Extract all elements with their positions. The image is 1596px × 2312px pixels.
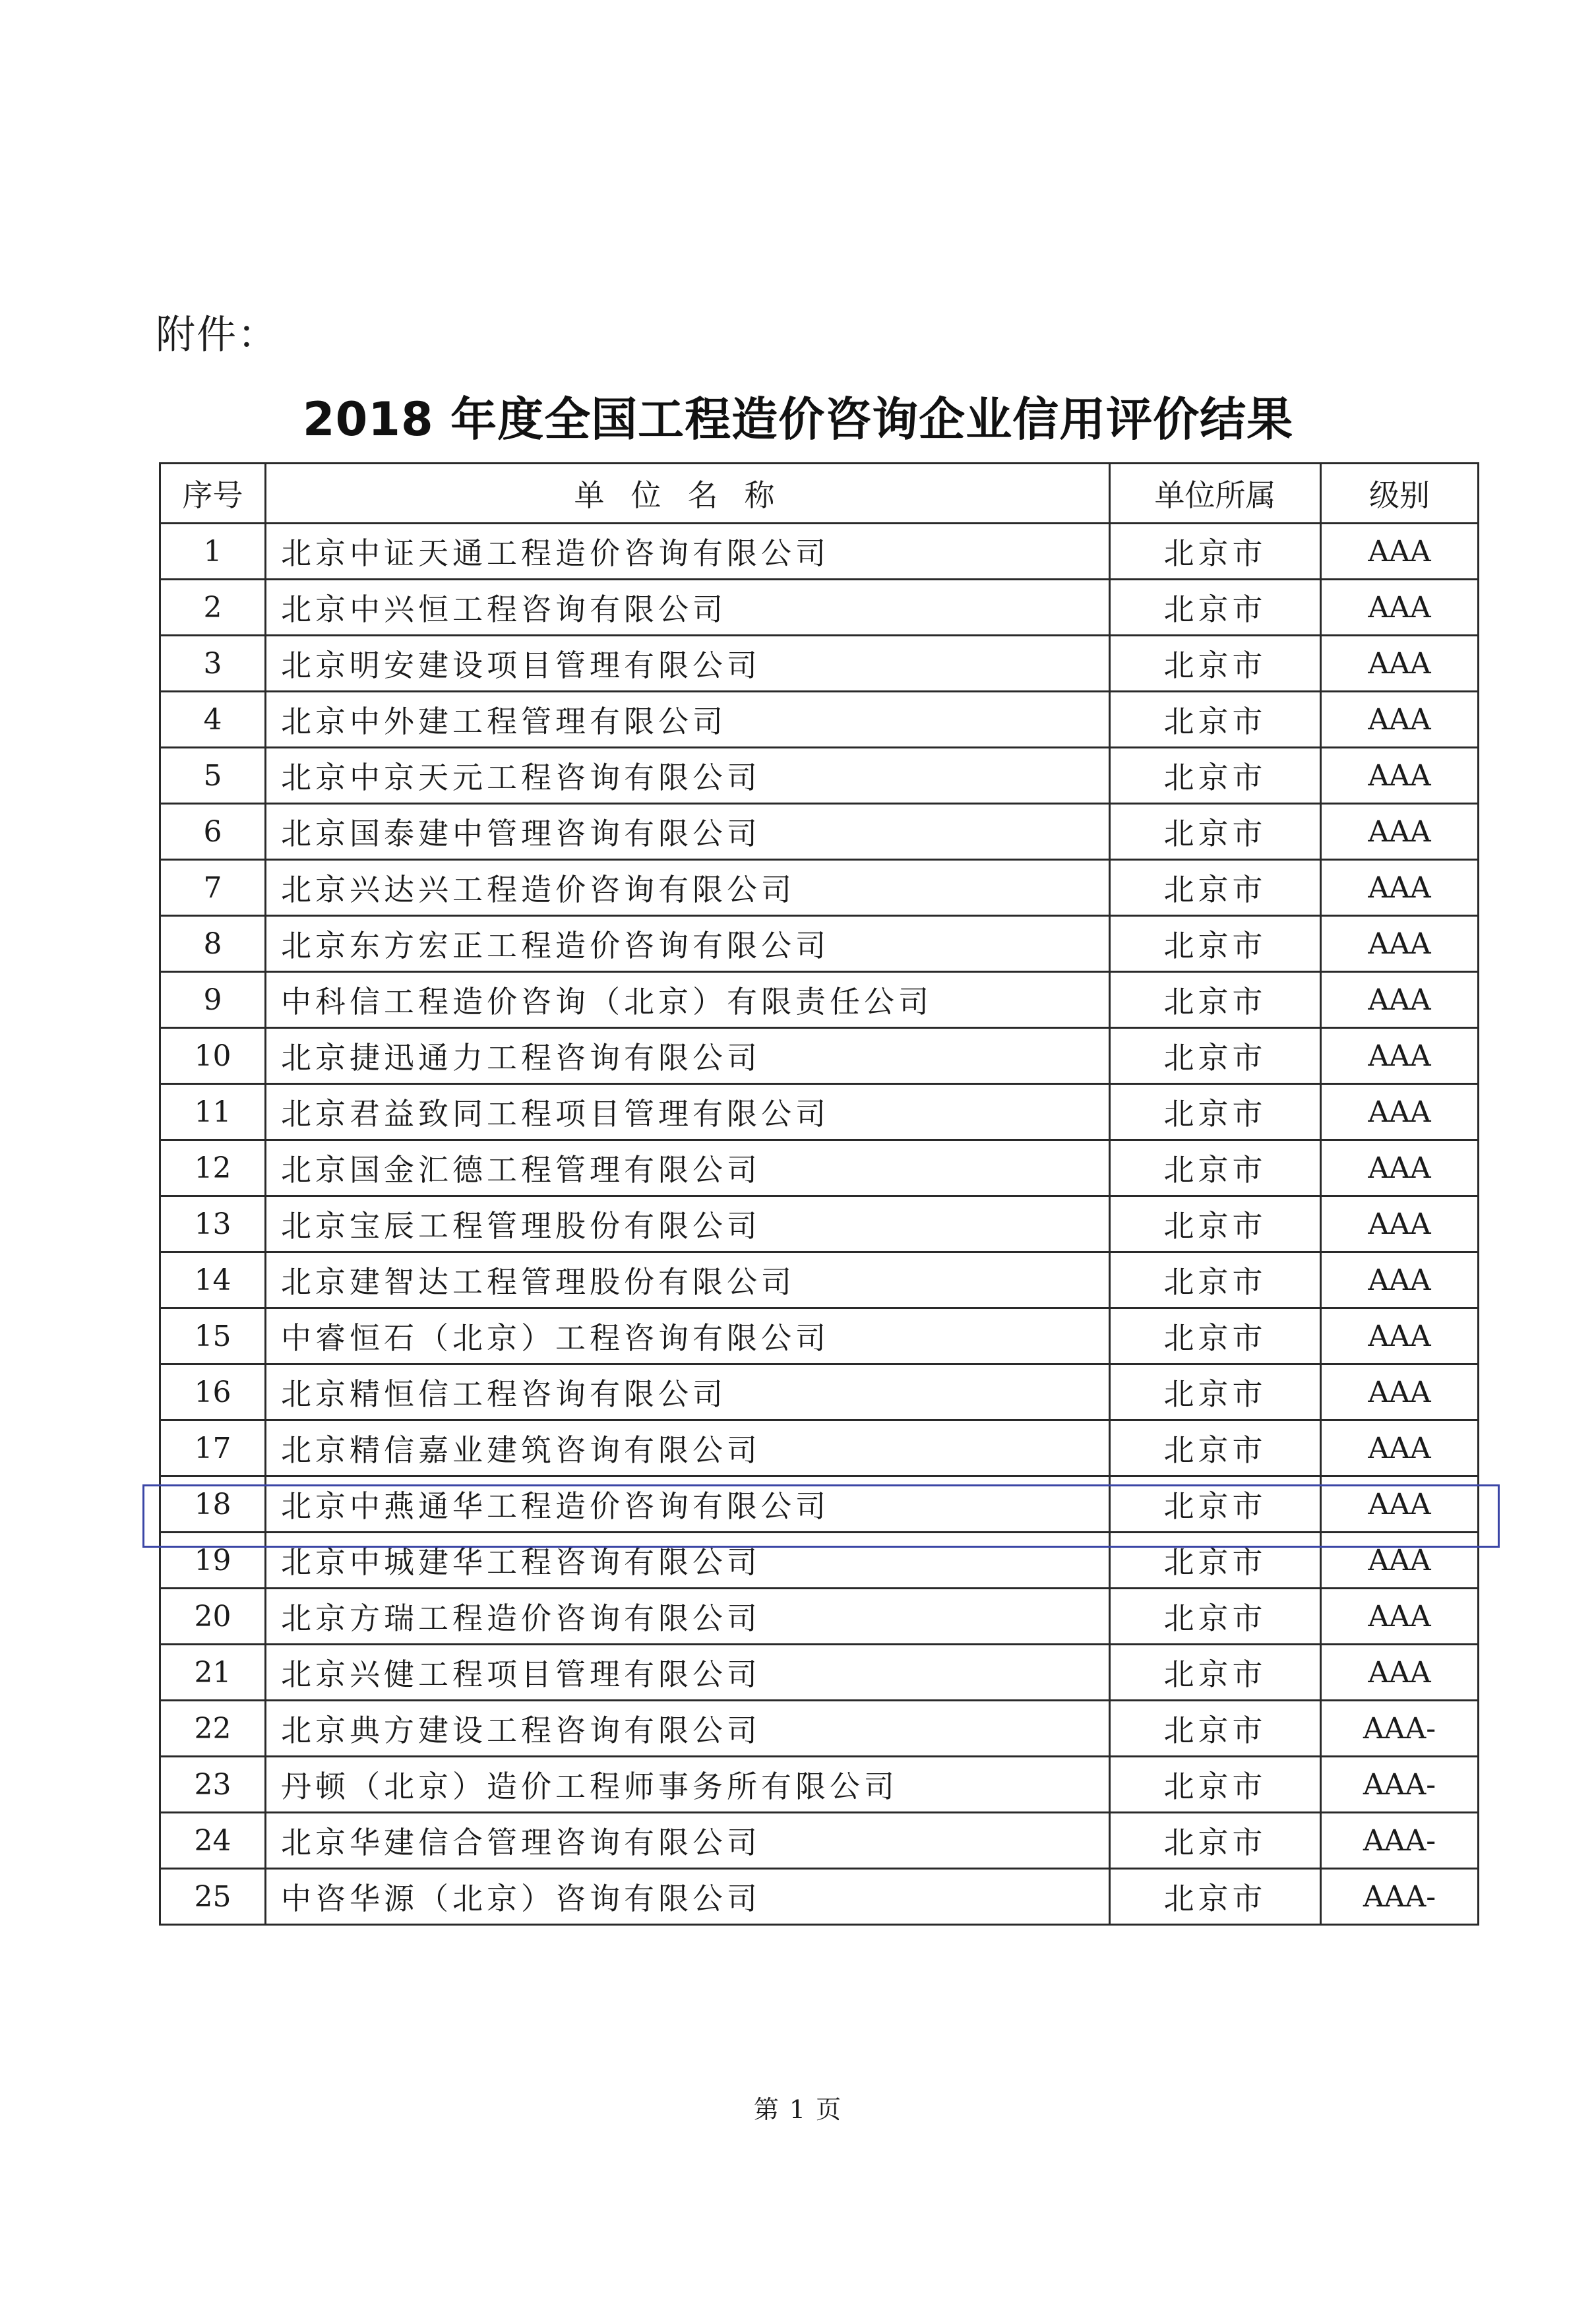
- cell-company-name: 北京典方建设工程咨询有限公司: [266, 1701, 1110, 1757]
- table-row: [160, 1140, 1479, 1196]
- cell-serial-number: 5: [160, 748, 266, 804]
- cell-credit-level: AAA: [1321, 1196, 1479, 1252]
- cell-company-name: 北京君益致同工程项目管理有限公司: [266, 1084, 1110, 1140]
- table-row: [160, 1364, 1479, 1420]
- cell-company-name: 北京建智达工程管理股份有限公司: [266, 1252, 1110, 1308]
- cell-affiliation: 北京市: [1110, 1533, 1321, 1589]
- cell-serial-number: 24: [160, 1813, 266, 1869]
- header-company-name: 单位名称: [266, 464, 1110, 524]
- cell-serial-number: 4: [160, 692, 266, 748]
- table-header: [160, 464, 1479, 524]
- table-row: [160, 1252, 1479, 1308]
- cell-affiliation: 北京市: [1110, 1869, 1321, 1925]
- cell-affiliation: 北京市: [1110, 1364, 1321, 1420]
- cell-serial-number: 1: [160, 524, 266, 580]
- cell-affiliation: 北京市: [1110, 1645, 1321, 1701]
- cell-company-name: 北京中京天元工程咨询有限公司: [266, 748, 1110, 804]
- attachment-label: 附件：: [156, 312, 278, 358]
- table-row: [160, 1589, 1479, 1645]
- cell-company-name: 北京国金汇德工程管理有限公司: [266, 1140, 1110, 1196]
- cell-company-name: 北京兴健工程项目管理有限公司: [266, 1645, 1110, 1701]
- cell-credit-level: AAA: [1321, 1420, 1479, 1476]
- cell-company-name: 北京中兴恒工程咨询有限公司: [266, 580, 1110, 636]
- header-affiliation: 单位所属: [1110, 464, 1321, 524]
- cell-company-name: 北京精恒信工程咨询有限公司: [266, 1364, 1110, 1420]
- cell-serial-number: 25: [160, 1869, 266, 1925]
- cell-credit-level: AAA: [1321, 636, 1479, 692]
- cell-credit-level: AAA: [1321, 1476, 1479, 1533]
- cell-company-name: 中睿恒石（北京）工程咨询有限公司: [266, 1308, 1110, 1364]
- cell-serial-number: 15: [160, 1308, 266, 1364]
- table-row: [160, 1869, 1479, 1925]
- cell-serial-number: 22: [160, 1701, 266, 1757]
- cell-serial-number: 14: [160, 1252, 266, 1308]
- credit-evaluation-table: [159, 462, 1479, 1926]
- table-row: [160, 580, 1479, 636]
- table-row: [160, 916, 1479, 972]
- table-row: [160, 804, 1479, 860]
- table-row: [160, 1701, 1479, 1757]
- cell-credit-level: AAA-: [1321, 1813, 1479, 1869]
- cell-affiliation: 北京市: [1110, 1420, 1321, 1476]
- cell-company-name: 北京国泰建中管理咨询有限公司: [266, 804, 1110, 860]
- cell-affiliation: 北京市: [1110, 1028, 1321, 1084]
- cell-credit-level: AAA: [1321, 860, 1479, 916]
- cell-serial-number: 9: [160, 972, 266, 1028]
- cell-serial-number: 21: [160, 1645, 266, 1701]
- table-row: [160, 1476, 1479, 1533]
- cell-serial-number: 13: [160, 1196, 266, 1252]
- header-row: [160, 464, 1479, 524]
- cell-credit-level: AAA: [1321, 1533, 1479, 1589]
- cell-company-name: 北京宝辰工程管理股份有限公司: [266, 1196, 1110, 1252]
- table-row: [160, 1757, 1479, 1813]
- cell-serial-number: 17: [160, 1420, 266, 1476]
- cell-credit-level: AAA: [1321, 692, 1479, 748]
- cell-affiliation: 北京市: [1110, 1084, 1321, 1140]
- table-row: [160, 1813, 1479, 1869]
- cell-company-name: 北京明安建设项目管理有限公司: [266, 636, 1110, 692]
- cell-company-name: 中科信工程造价咨询（北京）有限责任公司: [266, 972, 1110, 1028]
- cell-credit-level: AAA: [1321, 1645, 1479, 1701]
- cell-serial-number: 2: [160, 580, 266, 636]
- table-row: [160, 1308, 1479, 1364]
- cell-credit-level: AAA: [1321, 972, 1479, 1028]
- cell-affiliation: 北京市: [1110, 692, 1321, 748]
- cell-credit-level: AAA: [1321, 1589, 1479, 1645]
- cell-affiliation: 北京市: [1110, 972, 1321, 1028]
- cell-credit-level: AAA: [1321, 1252, 1479, 1308]
- cell-credit-level: AAA: [1321, 748, 1479, 804]
- cell-credit-level: AAA: [1321, 524, 1479, 580]
- cell-company-name: 中咨华源（北京）咨询有限公司: [266, 1869, 1110, 1925]
- table-row: [160, 1645, 1479, 1701]
- table-row: [160, 1084, 1479, 1140]
- cell-affiliation: 北京市: [1110, 1196, 1321, 1252]
- table-row: [160, 1196, 1479, 1252]
- cell-credit-level: AAA: [1321, 916, 1479, 972]
- cell-affiliation: 北京市: [1110, 1252, 1321, 1308]
- cell-company-name: 北京中证天通工程造价咨询有限公司: [266, 524, 1110, 580]
- cell-credit-level: AAA-: [1321, 1869, 1479, 1925]
- cell-affiliation: 北京市: [1110, 1589, 1321, 1645]
- cell-serial-number: 23: [160, 1757, 266, 1813]
- cell-serial-number: 12: [160, 1140, 266, 1196]
- cell-credit-level: AAA-: [1321, 1701, 1479, 1757]
- cell-credit-level: AAA: [1321, 1308, 1479, 1364]
- table-row: [160, 524, 1479, 580]
- cell-credit-level: AAA: [1321, 1140, 1479, 1196]
- cell-affiliation: 北京市: [1110, 916, 1321, 972]
- table-row: [160, 1420, 1479, 1476]
- header-level: 级别: [1321, 464, 1479, 524]
- cell-affiliation: 北京市: [1110, 1476, 1321, 1533]
- cell-affiliation: 北京市: [1110, 860, 1321, 916]
- cell-credit-level: AAA: [1321, 580, 1479, 636]
- cell-affiliation: 北京市: [1110, 1701, 1321, 1757]
- cell-serial-number: 6: [160, 804, 266, 860]
- table-row: [160, 1028, 1479, 1084]
- cell-serial-number: 19: [160, 1533, 266, 1589]
- cell-affiliation: 北京市: [1110, 580, 1321, 636]
- cell-company-name: 北京东方宏正工程造价咨询有限公司: [266, 916, 1110, 972]
- cell-serial-number: 16: [160, 1364, 266, 1420]
- cell-company-name: 北京华建信合管理咨询有限公司: [266, 1813, 1110, 1869]
- table-row: [160, 692, 1479, 748]
- cell-serial-number: 11: [160, 1084, 266, 1140]
- table-row: [160, 860, 1479, 916]
- cell-credit-level: AAA: [1321, 804, 1479, 860]
- header-serial-number: 序号: [160, 464, 266, 524]
- cell-company-name: 北京中城建华工程咨询有限公司: [266, 1533, 1110, 1589]
- cell-serial-number: 7: [160, 860, 266, 916]
- cell-company-name: 北京中燕通华工程造价咨询有限公司: [266, 1476, 1110, 1533]
- cell-serial-number: 10: [160, 1028, 266, 1084]
- document-title: 2018 年度全国工程造价咨询企业信用评价结果: [302, 392, 1294, 446]
- cell-serial-number: 3: [160, 636, 266, 692]
- table-row: [160, 636, 1479, 692]
- table-row: [160, 1533, 1479, 1589]
- cell-affiliation: 北京市: [1110, 748, 1321, 804]
- cell-affiliation: 北京市: [1110, 636, 1321, 692]
- cell-credit-level: AAA: [1321, 1084, 1479, 1140]
- cell-credit-level: AAA: [1321, 1028, 1479, 1084]
- cell-affiliation: 北京市: [1110, 1813, 1321, 1869]
- cell-company-name: 北京捷迅通力工程咨询有限公司: [266, 1028, 1110, 1084]
- table-body: [160, 524, 1479, 1925]
- cell-serial-number: 20: [160, 1589, 266, 1645]
- cell-affiliation: 北京市: [1110, 1140, 1321, 1196]
- cell-affiliation: 北京市: [1110, 1308, 1321, 1364]
- page-number-footer: 第 1 页: [753, 2095, 843, 2124]
- cell-serial-number: 8: [160, 916, 266, 972]
- cell-affiliation: 北京市: [1110, 804, 1321, 860]
- cell-credit-level: AAA-: [1321, 1757, 1479, 1813]
- table-row: [160, 972, 1479, 1028]
- cell-company-name: 北京中外建工程管理有限公司: [266, 692, 1110, 748]
- cell-affiliation: 北京市: [1110, 1757, 1321, 1813]
- table-row: [160, 748, 1479, 804]
- cell-credit-level: AAA: [1321, 1364, 1479, 1420]
- cell-company-name: 北京方瑞工程造价咨询有限公司: [266, 1589, 1110, 1645]
- cell-serial-number: 18: [160, 1476, 266, 1533]
- cell-company-name: 北京兴达兴工程造价咨询有限公司: [266, 860, 1110, 916]
- cell-company-name: 北京精信嘉业建筑咨询有限公司: [266, 1420, 1110, 1476]
- cell-affiliation: 北京市: [1110, 524, 1321, 580]
- cell-company-name: 丹顿（北京）造价工程师事务所有限公司: [266, 1757, 1110, 1813]
